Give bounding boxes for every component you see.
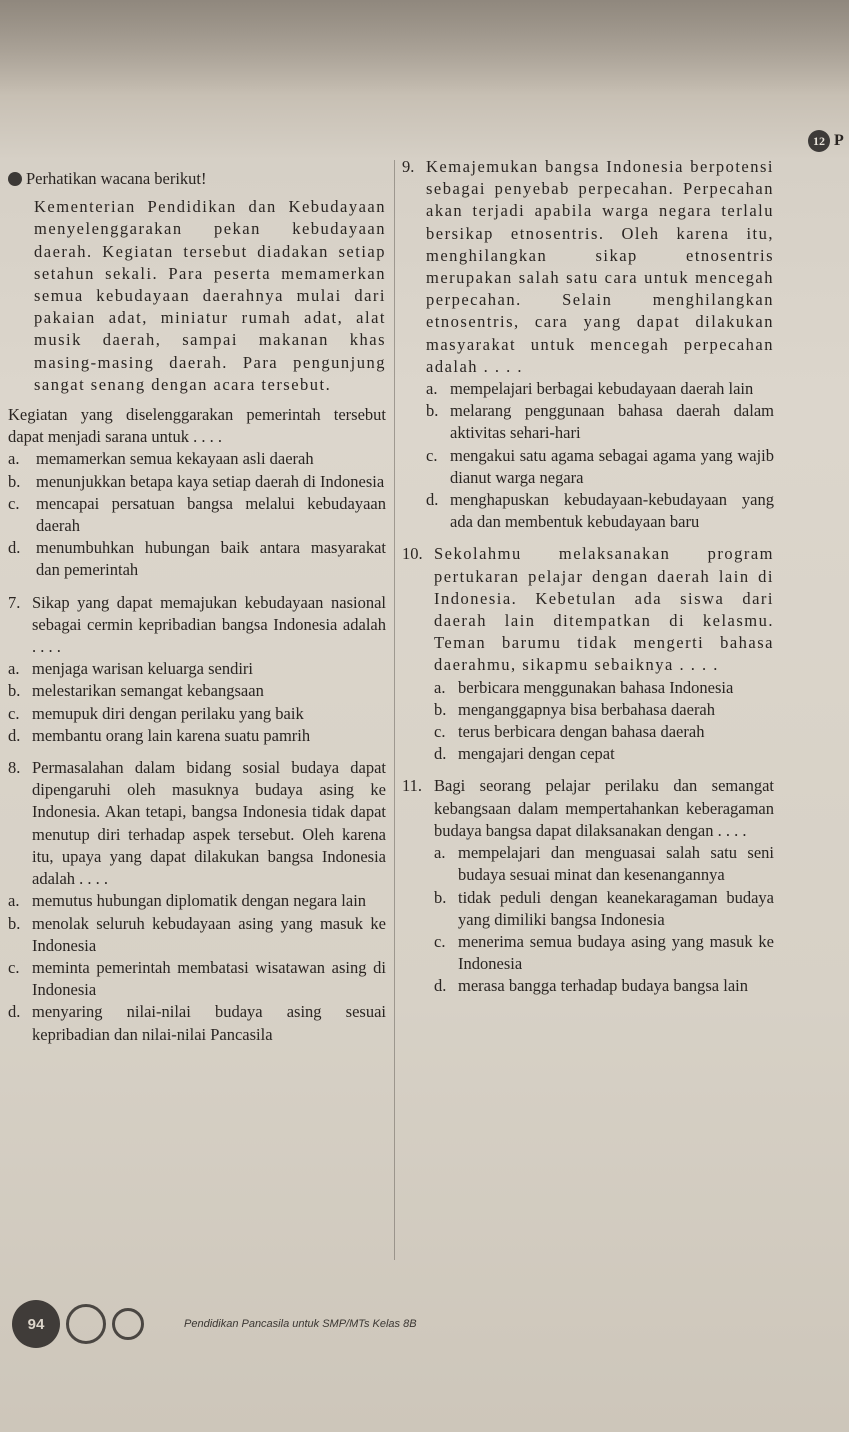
question-number: 11. <box>402 776 423 796</box>
option-c[interactable]: c. menerima semua budaya asing yang masuk ke Indonesia <box>434 931 774 974</box>
option-a[interactable]: a. berbicara menggunakan bahasa Indonesia <box>434 677 734 697</box>
option-c[interactable]: c. mengakui satu agama sebagai agama yang wajib dianut warga negara <box>426 445 774 487</box>
right-column <box>402 156 774 998</box>
question-number: 8. <box>8 758 21 778</box>
question-6-options <box>8 448 386 581</box>
decorative-ring-small-icon <box>112 1308 144 1340</box>
option-b[interactable]: b. menolak seluruh kebudayaan asing yang masuk ke Indonesia <box>8 913 386 955</box>
question-stem: Sikap yang dapat memajukan kebudayaan nasional sebagai cermin kepribadian bangsa Indonesia adalah . . . . <box>32 592 386 657</box>
option-c[interactable]: c. memupuk diri dengan perilaku yang baik <box>8 703 304 723</box>
option-d[interactable]: d. mengajari dengan cepat <box>434 744 615 764</box>
passage-intro: Perhatikan wacana berikut! <box>8 168 386 190</box>
decorative-ring-icon <box>66 1304 106 1344</box>
option-a[interactable]: a. menjaga warisan keluarga sendiri <box>8 659 253 679</box>
question-number: 7. <box>8 592 21 612</box>
corner-letter: P <box>834 132 844 149</box>
question-stem: Bagi seorang pelajar perilaku dan semangat kebangsaan dalam mempertahankan keberagaman budaya bangsa dapat dilaksanakan dengan . . . . <box>434 776 774 840</box>
reading-passage: Kementerian Pendidikan dan Kebudayaan menyelenggarakan pekan kebudayaan daerah. Kegiatan tersebut diadakan setiap setahun sekali. Para peserta memamerkan semua kebudayaan daerahnya mulai dari pakaian adat, miniatur rumah adat, alat musik daerah, sampai makanan khas masing-masing daerah. Para pengunjung sangat senang dengan acara tersebut. <box>34 197 386 394</box>
option-a[interactable]: a. mempelajari berbagai kebudayaan daerah lain <box>426 379 754 399</box>
page-footer <box>12 1300 417 1348</box>
page-fold-shadow <box>0 0 849 95</box>
question-stem: Sekolahmu melaksanakan program pertukaran pelajar dengan daerah lain di Indonesia. Kebetulan ada siswa dari daerah lain ditempatkan di kelasmu. Teman barumu tidak mengerti bahasa daerahmu, sikapmu sebaiknya . . . . <box>434 544 774 675</box>
option-a[interactable]: a. memutus hubungan diplomatik dengan negara lain <box>8 891 367 911</box>
option-d[interactable]: d. membantu orang lain karena suatu pamrih <box>8 725 311 745</box>
option-a[interactable]: a. memamerkan semua kekayaan asli daerah <box>8 449 314 469</box>
left-column <box>8 168 386 1046</box>
question-11 <box>402 775 774 997</box>
option-b[interactable]: b. melarang penggunaan bahasa daerah dalam aktivitas sehari-hari <box>426 401 774 443</box>
question-7 <box>8 592 386 747</box>
option-c[interactable]: c. mencapai persatuan bangsa melalui kebudayaan daerah <box>8 493 386 536</box>
option-d[interactable]: d. menghapuskan kebudayaan-kebudayaan yang ada dan membentuk kebudayaan baru <box>426 490 774 532</box>
option-a[interactable]: a. mempelajari dan menguasai salah satu seni budaya sesuai minat dan kesenangannya <box>434 843 774 885</box>
question-stem: Kemajemukan bangsa Indonesia berpotensi sebagai penyebab perpecahan. Perpecahan akan terjadi apabila warga negara terlalu bersikap etnosentris. Oleh karena itu, menghilangkan sikap etnosentris merupakan salah satu cara untuk mencegah perpecahan. Selain menghilangkan etnosentris, cara yang dapat dilakukan masyarakat untuk mencegah perpecahan adalah . . . . <box>426 157 774 376</box>
option-d[interactable]: d. menumbuhkan hubungan baik antara masyarakat dan pemerintah <box>8 538 386 580</box>
page-corner-marker <box>808 130 844 152</box>
question-number: 9. <box>402 157 415 176</box>
option-b[interactable]: b. menganggapnya bisa berbahasa daerah <box>434 699 716 719</box>
option-c[interactable]: c. meminta pemerintah membatasi wisatawan asing di Indonesia <box>8 957 386 1000</box>
option-c[interactable]: c. terus berbicara dengan bahasa daerah <box>434 722 705 742</box>
book-title: Pendidikan Pancasila untuk SMP/MTs Kelas 8B <box>184 1318 417 1330</box>
question-8 <box>8 757 386 1046</box>
question-bullet-icon <box>8 172 22 186</box>
column-divider <box>394 160 395 1260</box>
option-d[interactable]: d. menyaring nilai-nilai budaya asing sesuai kepribadian dan nilai-nilai Pancasila <box>8 1002 386 1044</box>
option-d[interactable]: d. merasa bangga terhadap budaya bangsa lain <box>434 976 748 996</box>
corner-number: 12 <box>808 130 830 152</box>
question-6-stem: Kegiatan yang diselenggarakan pemerintah tersebut dapat menjadi sarana untuk . . . . <box>8 405 386 447</box>
question-10 <box>402 543 774 765</box>
question-number: 10. <box>402 544 423 564</box>
question-stem: Permasalahan dalam bidang sosial budaya dapat dipengaruhi oleh masuknya budaya asing ke Indonesia. Akan tetapi, bangsa Indonesia tidak dapat menutup diri terhadap aspek tersebut. Oleh karena itu, upaya yang dapat dilakukan bangsa Indonesia adalah . . . . <box>32 758 386 889</box>
page-number-badge: 94 <box>12 1300 60 1348</box>
question-9 <box>402 156 774 533</box>
option-b[interactable]: b. menunjukkan betapa kaya setiap daerah di Indonesia <box>8 471 385 491</box>
option-b[interactable]: b. melestarikan semangat kebangsaan <box>8 681 264 701</box>
option-b[interactable]: b. tidak peduli dengan keanekaragaman budaya yang dimiliki bangsa Indonesia <box>434 887 774 929</box>
